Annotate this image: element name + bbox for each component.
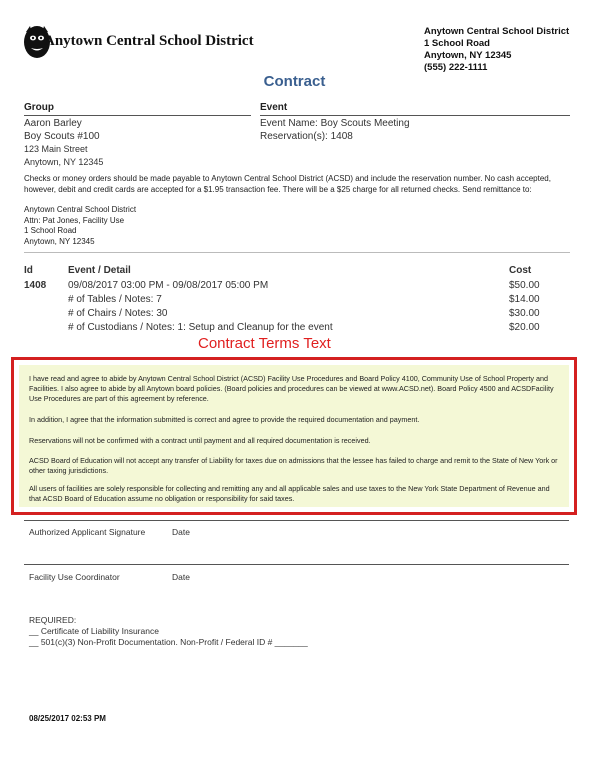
- row-cost: $20.00: [509, 322, 540, 333]
- terms-paragraph: In addition, I agree that the information submitted is correct and agree to provide the required documentation and payment.: [29, 415, 420, 424]
- group-header: Group: [24, 102, 54, 113]
- required-item: __ 501(c)(3) Non-Profit Documentation. Non-Profit / Federal ID # _______: [29, 637, 308, 647]
- row-cost: $50.00: [509, 280, 540, 291]
- divider: [24, 252, 570, 253]
- terms-paragraph: ACSD Board of Education will not accept any transfer of Liability for taxes due on admissions that the lessee has failed to charge and remit to the State of New York or other taxing jurisdictions.: [29, 456, 558, 475]
- row-cost: $14.00: [509, 294, 540, 305]
- group-name: Aaron Barley: [24, 118, 82, 129]
- group-street: 123 Main Street: [24, 144, 88, 154]
- print-timestamp: 08/25/2017 02:53 PM: [29, 714, 106, 723]
- required-section: [29, 615, 308, 648]
- row-cost: $30.00: [509, 308, 540, 319]
- row-detail: # of Tables / Notes: 7: [68, 294, 162, 305]
- event-name: Event Name: Boy Scouts Meeting: [260, 118, 410, 129]
- address-name: Anytown Central School District: [424, 26, 570, 37]
- col-id-header: Id: [24, 265, 33, 276]
- group-details: [24, 118, 103, 168]
- terms-paragraph: I have read and agree to abide by Anytown Central School District (ACSD) Facility Use Procedures and Board Policy 4100, Community Use of School Property and Facilities. I also agree to abide by all Anytown board policies. (Board policies and procedures can be viewed at www.ACSD.net). Board Policy 4500 and ACSDFacility Use Procedures are part of this agreement by reference.: [29, 374, 554, 403]
- row-id: 1408: [24, 280, 47, 291]
- terms-highlight-box: [11, 357, 577, 515]
- event-details: [260, 118, 410, 143]
- coordinator-signature-label: Facility Use Coordinator: [29, 572, 120, 582]
- terms-paragraph: All users of facilities are solely responsible for collecting and remitting any and all applicable sales and use taxes to the New York State Department of Revenue and that ACSD Board of Education assume no obligation or responsibility for said taxes.: [29, 484, 550, 503]
- event-rule: [260, 115, 570, 116]
- terms-panel: [19, 365, 569, 507]
- row-detail: # of Chairs / Notes: 30: [68, 308, 168, 319]
- group-org: Boy Scouts #100: [24, 130, 100, 142]
- col-detail-header: Event / Detail: [68, 265, 131, 276]
- applicant-signature-label: Authorized Applicant Signature: [29, 527, 146, 537]
- remit-line-3: 1 School Road: [24, 226, 77, 235]
- remit-line-1: Anytown Central School District: [24, 205, 137, 214]
- group-city: Anytown, NY 12345: [24, 156, 104, 167]
- brand-name: Anytown Central School District: [44, 33, 254, 49]
- coordinator-date-label: Date: [172, 572, 190, 582]
- row-detail: # of Custodians / Notes: 1: Setup and Cleanup for the event: [68, 322, 333, 333]
- signature-line: [24, 520, 569, 521]
- address-street: 1 School Road: [424, 38, 490, 49]
- address-city: Anytown, NY 12345: [424, 50, 512, 61]
- remit-line-4: Anytown, NY 12345: [24, 236, 95, 246]
- terms-annotation-label: Contract Terms Text: [198, 335, 331, 352]
- address-phone: (555) 222-1111: [424, 62, 488, 73]
- group-rule: [24, 115, 251, 116]
- applicant-date-label: Date: [172, 527, 190, 537]
- event-reservations: Reservation(s): 1408: [260, 130, 353, 142]
- event-header: Event: [260, 102, 288, 113]
- district-address: [424, 26, 569, 74]
- remit-address: [24, 205, 136, 247]
- required-label: REQUIRED:: [29, 615, 77, 625]
- remit-line-2: Attn: Pat Jones, Facility Use: [24, 215, 125, 225]
- page-title: Contract: [263, 73, 326, 90]
- payment-note: Checks or money orders should be made payable to Anytown Central School District (ACSD) and include the reservation number. No cash accepted, however, debit and credit cards are accepted for a $1.95 transaction fee. There will be a $25 charge for all returned checks. Send remittance to:: [24, 174, 551, 194]
- col-cost-header: Cost: [509, 265, 532, 276]
- signature-line: [24, 564, 569, 565]
- row-detail: 09/08/2017 03:00 PM - 09/08/2017 05:00 PM: [68, 280, 269, 291]
- required-item: __ Certificate of Liability Insurance: [29, 626, 159, 636]
- terms-paragraph: Reservations will not be confirmed with a contract until payment and all required documentation is received.: [29, 436, 371, 445]
